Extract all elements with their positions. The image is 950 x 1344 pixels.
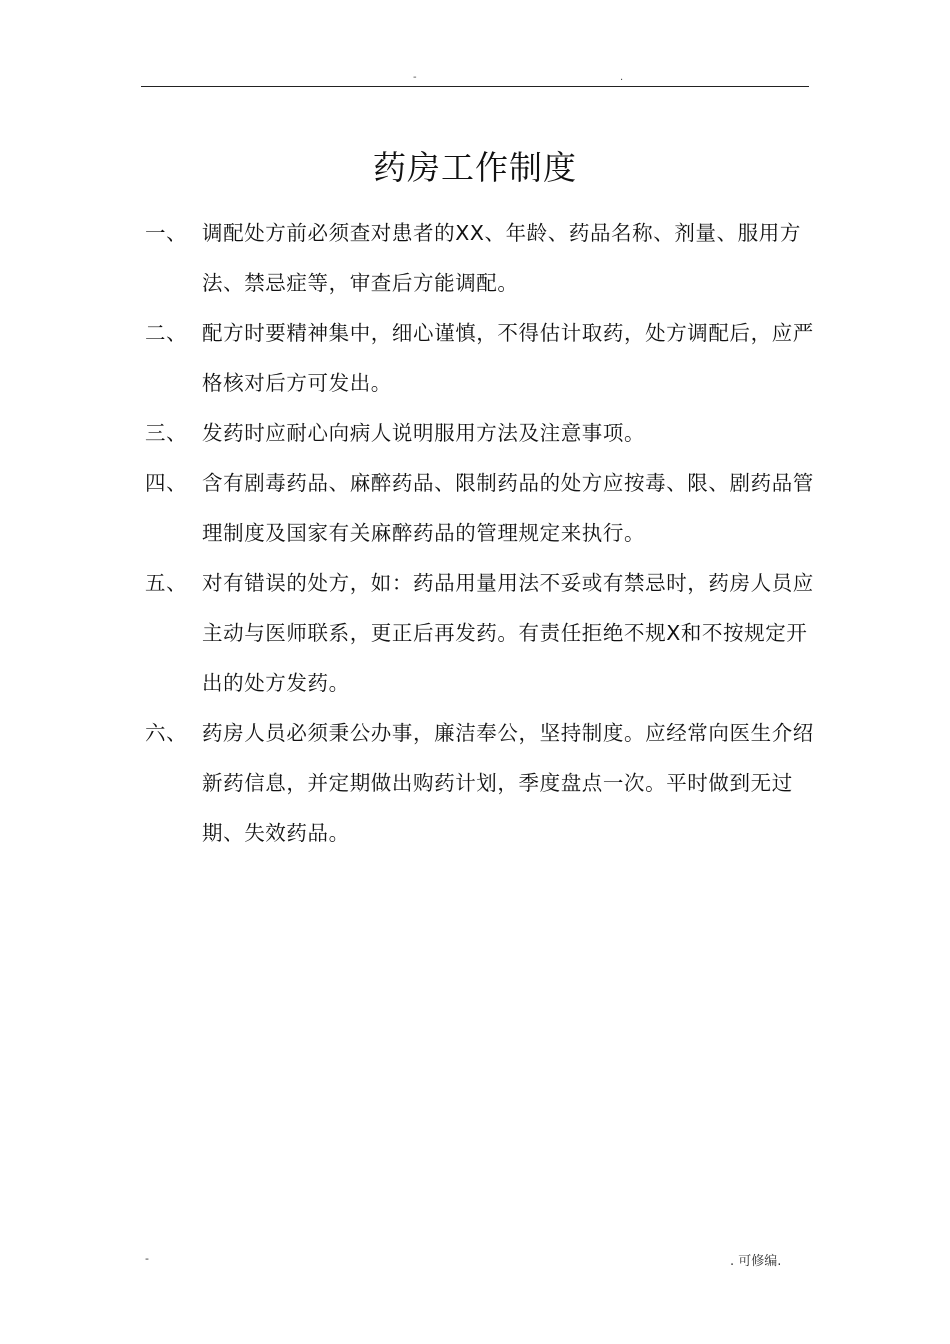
clause-number: 二、 xyxy=(145,321,188,345)
clause-number: 六、 xyxy=(145,721,188,745)
clause-text: 药房人员必须秉公办事，廉洁奉公，坚持制度。应经常向医生介绍新药信息，并定期做出购药计划，季度盘点一次。平时做到无过期、失效药品。 xyxy=(202,721,814,845)
clause-text: 对有错误的处方，如：药品用量用法不妥或有禁忌时，药房人员应主动与医师联系，更正后再发药。有责任拒绝不规X和不按规定开出的处方发药。 xyxy=(202,571,814,695)
clause-1 xyxy=(145,208,815,308)
clause-text: 配方时要精神集中，细心谨慎，不得估计取药，处方调配后，应严格核对后方可发出。 xyxy=(202,321,814,395)
header-right-mark: . xyxy=(620,72,624,83)
footer-editable-note: . 可修编. xyxy=(730,1254,782,1269)
clause-list xyxy=(145,208,815,858)
clause-6 xyxy=(145,708,815,858)
clause-text: 调配处方前必须查对患者的XX、年龄、药品名称、剂量、服用方法、禁忌症等，审查后方能调配。 xyxy=(202,221,801,295)
clause-2 xyxy=(145,308,815,408)
clause-text: 含有剧毒药品、麻醉药品、限制药品的处方应按毒、限、剧药品管理制度及国家有关麻醉药品的管理规定来执行。 xyxy=(202,471,814,545)
clause-5 xyxy=(145,558,815,708)
clause-3 xyxy=(145,408,815,458)
clause-number: 三、 xyxy=(145,421,188,445)
footer-left-mark: - xyxy=(145,1252,149,1265)
document-title: 药房工作制度 xyxy=(373,148,577,187)
clause-number: 五、 xyxy=(145,571,188,595)
clause-number: 一、 xyxy=(145,221,188,245)
clause-text: 发药时应耐心向病人说明服用方法及注意事项。 xyxy=(202,421,646,445)
header-rule xyxy=(141,86,809,87)
header-left-mark: - xyxy=(413,72,417,83)
clause-number: 四、 xyxy=(145,471,188,495)
clause-4 xyxy=(145,458,815,558)
